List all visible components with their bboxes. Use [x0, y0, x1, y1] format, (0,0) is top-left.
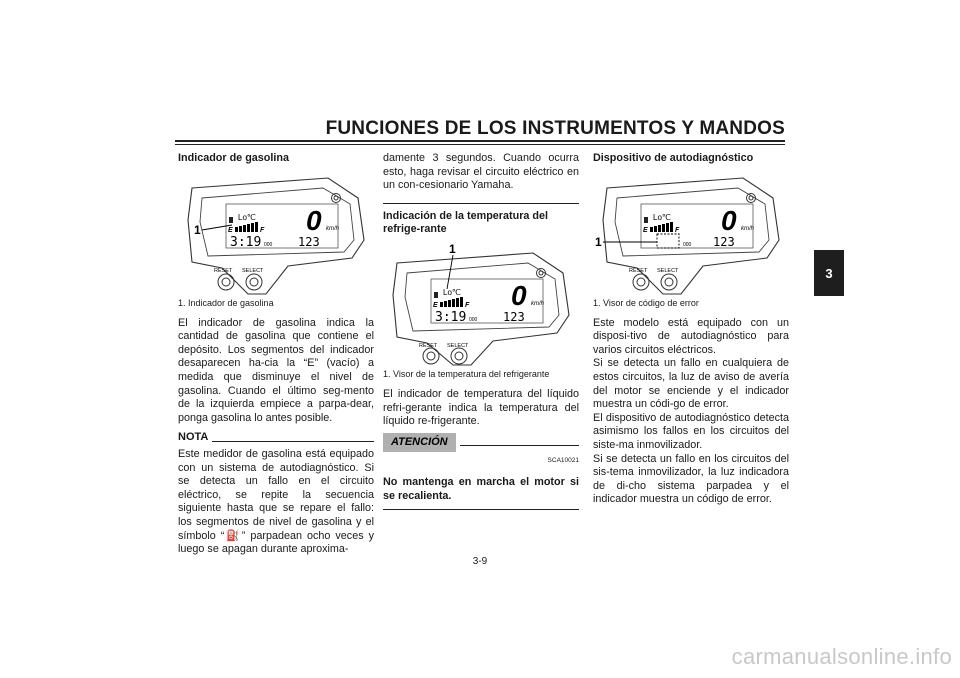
- instrument-panel-illustration: [178, 170, 374, 296]
- figure-caption: 1. Visor de código de error: [593, 297, 699, 308]
- svg-text:km/h: km/h: [741, 225, 755, 232]
- callout-number: 1: [194, 222, 201, 237]
- instrument-panel-illustration: [383, 241, 579, 367]
- svg-text:SELECT: SELECT: [447, 342, 469, 349]
- meter-drawing: [383, 241, 579, 367]
- svg-text:SELECT: SELECT: [242, 267, 264, 274]
- fuel-pump-icon: [644, 217, 648, 223]
- body-paragraph-4: Si se detecta un fallo en los circuitos del sis-tema inmovilizador, la luz indicadora de di-cho sistema parpadea y el indicador muestra un código de error.: [593, 452, 789, 506]
- header-rule: [175, 140, 785, 142]
- speed-display: 0: [306, 204, 322, 236]
- section-rule: [383, 203, 579, 204]
- column-self-diagnosis: [593, 152, 789, 507]
- section-heading-diagnosis: Dispositivo de autodiagnóstico: [593, 152, 754, 164]
- body-paragraph: El indicador de temperatura del líquido refri-gerante indica la temperatura del líquido re-frigerante.: [383, 387, 579, 428]
- column-coolant-temp: [383, 152, 579, 510]
- header-rule-thin: [175, 144, 785, 145]
- section-heading-coolant: Indicación de la temperatura del refrige-rante: [383, 209, 549, 236]
- warning-rule: [383, 509, 579, 510]
- chapter-tab: 3: [814, 250, 844, 296]
- meter-drawing: [178, 170, 374, 296]
- temp-display: Lo℃: [443, 287, 461, 297]
- body-paragraph: El indicador de gasolina indica la cantidad de gasolina que contiene el depósito. Los segmentos del indicador desaparecen ha-cia la “E” (vacío) a medida que disminuye el nivel de gasolina. Cuando el último seg-mento de la izquierda empiece a parpa-dear, ponga gasolina lo antes posible.: [178, 316, 374, 424]
- svg-text:RESET: RESET: [214, 267, 233, 274]
- nota-paragraph: Este medidor de gasolina está equipado con un sistema de autodiagnóstico. Si se detecta un fallo en el circuito eléctrico, se repite la secuencia siguiente hasta que se repare el fallo: los segmentos de nivel de gasolina y el símbolo “⛽” parpadean ocho veces y luego se apagan durante aproxima-: [178, 447, 374, 556]
- figure-caption: 1. Visor de la temperatura del refrigerante: [383, 368, 550, 379]
- odometer-display: 123: [713, 234, 735, 249]
- svg-text:E: E: [643, 226, 648, 234]
- meter-drawing: [593, 170, 789, 296]
- figure-caption: 1. Indicador de gasolina: [178, 297, 274, 308]
- svg-text:km/h: km/h: [531, 300, 545, 307]
- svg-text:SELECT: SELECT: [657, 267, 679, 274]
- clock-display: 3:19: [435, 309, 467, 325]
- section-heading-fuel: Indicador de gasolina: [178, 152, 289, 164]
- callout-number: 1: [595, 234, 602, 249]
- odometer-display: 123: [298, 234, 320, 249]
- odometer-display: 123: [503, 309, 525, 324]
- body-paragraph-3: El dispositivo de autodiagnóstico detecta asimismo los fallos en los circuitos del siste-ma inmovilizador.: [593, 411, 789, 451]
- fuel-pump-icon: [434, 292, 438, 298]
- fuel-pump-icon: [229, 217, 233, 223]
- speed-display: 0: [721, 204, 737, 236]
- body-paragraph-1: Este modelo está equipado con un disposi-tivo de autodiagnóstico para varios circuitos eléctricos.: [593, 316, 789, 356]
- column-fuel-gauge: [178, 152, 374, 557]
- svg-text:E: E: [228, 226, 233, 234]
- warning-code: SCA10021: [547, 457, 579, 465]
- attention-badge: ATENCIÓN: [383, 433, 456, 453]
- svg-text:F: F: [260, 226, 265, 234]
- page-number: 3-9: [472, 556, 488, 567]
- svg-text:000: 000: [264, 241, 273, 248]
- nota-heading: [178, 431, 374, 445]
- svg-text:000: 000: [469, 316, 478, 323]
- svg-text:F: F: [675, 226, 680, 234]
- instrument-panel-illustration: [593, 170, 789, 296]
- speed-display: 0: [511, 279, 527, 311]
- attention-heading: [383, 433, 579, 453]
- svg-text:E: E: [433, 301, 438, 309]
- svg-text:km/h: km/h: [326, 225, 340, 232]
- clock-display: 3:19: [230, 234, 262, 250]
- temp-display: Lo℃: [653, 212, 671, 222]
- watermark: carmanualsonline.info: [731, 644, 952, 669]
- svg-text:F: F: [465, 301, 470, 309]
- continuation-paragraph: damente 3 segundos. Cuando ocurra esto, haga revisar el circuito eléctrico en un con-cesionario Yamaha.: [383, 152, 579, 192]
- svg-text:000: 000: [683, 241, 692, 248]
- nota-label: NOTA: [178, 431, 209, 444]
- svg-text:RESET: RESET: [629, 267, 648, 274]
- page-header-title: FUNCIONES DE LOS INSTRUMENTOS Y MANDOS: [325, 118, 785, 139]
- svg-text:RESET: RESET: [419, 342, 438, 349]
- temp-display: Lo℃: [238, 212, 256, 222]
- body-paragraph-2: Si se detecta un fallo en cualquiera de estos circuitos, la luz de aviso de avería del motor se enciende y el indicador muestra un códi-go de error.: [593, 357, 789, 411]
- warning-text: No mantenga en marcha el motor si se recalienta.: [383, 475, 579, 502]
- callout-number: 1: [449, 241, 456, 256]
